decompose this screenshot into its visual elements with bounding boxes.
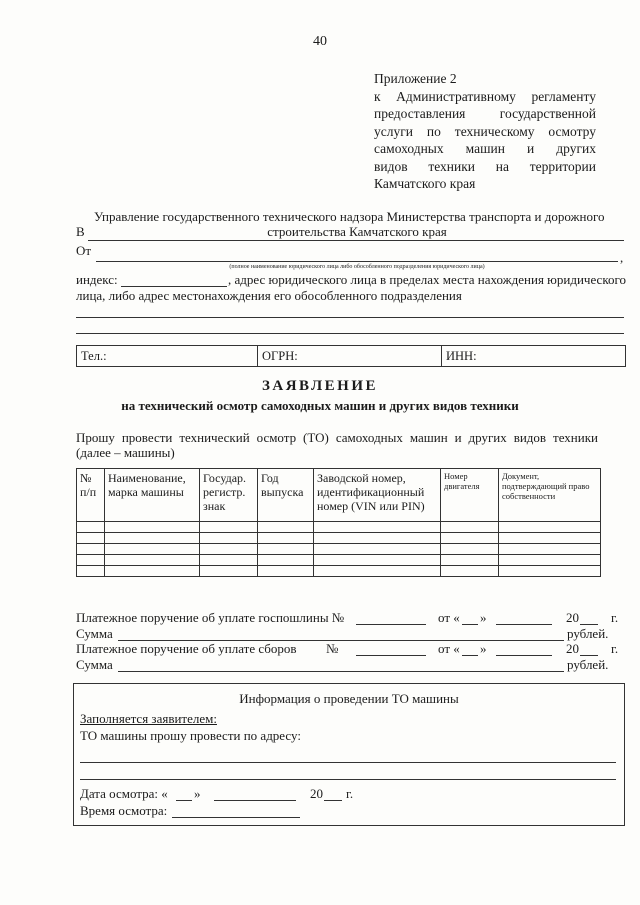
appendix-line: Камчатского края	[374, 176, 476, 191]
table-cell[interactable]	[499, 566, 601, 577]
col-engine: Номер двигателя	[441, 469, 499, 522]
inspection-date-label: Дата осмотра: «	[80, 786, 168, 801]
request-line2: (далее – машины)	[76, 445, 175, 460]
appendix-line: услуги по техническому осмотру	[374, 123, 596, 139]
inspection-time-label: Время осмотра:	[80, 803, 168, 818]
fees-sum-label: Сумма	[76, 657, 113, 672]
ogrn-label: ОГРН:	[262, 349, 298, 363]
ogrn-box[interactable]	[258, 346, 442, 366]
phone-label: Тел.:	[81, 349, 107, 363]
address-field-line[interactable]	[76, 317, 624, 318]
table-cell[interactable]	[258, 544, 314, 555]
table-cell[interactable]	[105, 566, 200, 577]
page-number: 40	[313, 34, 327, 49]
from-comma: ,	[620, 250, 624, 265]
address-field-line[interactable]	[76, 333, 624, 334]
table-cell[interactable]	[499, 533, 601, 544]
fees-day-field[interactable]	[462, 655, 478, 656]
table-row	[77, 522, 601, 533]
table-row	[77, 555, 601, 566]
duty-year-prefix: 20	[566, 610, 579, 625]
inspection-info-title: Информация о проведении ТО машины	[239, 691, 459, 706]
table-cell[interactable]	[258, 566, 314, 577]
duty-day-field[interactable]	[462, 624, 478, 625]
appendix-line: самоходных машин и других	[374, 141, 596, 156]
table-cell[interactable]	[314, 533, 441, 544]
inspection-address-line[interactable]	[80, 762, 616, 763]
fees-number-sign: №	[326, 641, 339, 656]
from-prefix: От	[76, 243, 92, 258]
appendix-line: к Административному регламенту	[374, 88, 596, 104]
table-cell[interactable]	[314, 522, 441, 533]
table-cell[interactable]	[258, 555, 314, 566]
inspection-date-quote-close: »	[194, 786, 201, 801]
duty-year-suffix: г.	[611, 610, 619, 625]
table-cell[interactable]	[77, 533, 105, 544]
table-cell[interactable]	[200, 555, 258, 566]
inn-label: ИНН:	[446, 349, 477, 363]
table-row	[77, 566, 601, 577]
table-cell[interactable]	[441, 533, 499, 544]
from-hint: (полное наименование юридического лица либо обособленного подразделения юридического лица)	[229, 264, 485, 270]
addressee-org-line2: строительства Камчатского края	[267, 224, 447, 239]
address-text: , адрес юридического лица в пределах места нахождения юридического	[228, 272, 626, 287]
table-cell[interactable]	[441, 544, 499, 555]
table-cell[interactable]	[105, 522, 200, 533]
table-cell[interactable]	[105, 544, 200, 555]
col-year: Год выпуска	[258, 469, 314, 522]
appendix-line: предоставления государственной	[374, 106, 596, 121]
fees-year-field[interactable]	[580, 655, 598, 656]
table-cell[interactable]	[258, 533, 314, 544]
fees-year-suffix: г.	[611, 641, 619, 656]
table-cell[interactable]	[200, 522, 258, 533]
phone-box[interactable]	[77, 346, 258, 366]
duty-sum-label: Сумма	[76, 626, 113, 641]
inspection-time-field[interactable]	[172, 817, 300, 818]
appendix-line: Приложение 2	[374, 71, 457, 86]
address-text-2: лица, либо адрес местонахождения его обособленного подразделения	[76, 288, 462, 303]
addressee-underline	[88, 240, 624, 241]
table-cell[interactable]	[314, 555, 441, 566]
table-cell[interactable]	[258, 522, 314, 533]
fees-number-field[interactable]	[356, 655, 426, 656]
request-line1: Прошу провести технический осмотр (ТО) самоходных машин и других видов техники	[76, 430, 598, 445]
inspection-month-field[interactable]	[214, 800, 296, 801]
fees-year-prefix: 20	[566, 641, 579, 656]
fees-label: Платежное поручение об уплате сборов	[76, 641, 297, 656]
table-cell[interactable]	[441, 522, 499, 533]
table-cell[interactable]	[441, 555, 499, 566]
contact-boxes	[76, 345, 626, 367]
index-label: индекс:	[76, 272, 118, 287]
table-cell[interactable]	[77, 555, 105, 566]
table-cell[interactable]	[77, 522, 105, 533]
addressee-prefix: В	[76, 224, 85, 239]
col-serial: Заводской номер, идентификационный номер (VIN или PIN)	[314, 469, 441, 522]
addressee-org-line1: Управление государственного технического надзора Министерства транспорта и дорожного	[94, 209, 605, 224]
filled-by-label: Заполняется заявителем:	[80, 711, 217, 726]
table-cell[interactable]	[200, 533, 258, 544]
col-name: Наименование, марка машины	[105, 469, 200, 522]
table-header-row	[77, 469, 601, 522]
from-field[interactable]	[96, 261, 618, 262]
duty-number-field[interactable]	[356, 624, 426, 625]
col-number: № п/п	[77, 469, 105, 522]
appendix-line: видов техники на территории	[374, 158, 596, 174]
duty-from-label: от «	[438, 610, 460, 625]
inspection-year-field[interactable]	[324, 800, 342, 801]
duty-year-field[interactable]	[580, 624, 598, 625]
duty-rubles: рублей.	[567, 626, 609, 641]
inspection-year-suffix: г.	[346, 786, 354, 801]
duty-month-field[interactable]	[496, 624, 552, 625]
inn-box[interactable]	[442, 346, 625, 366]
fees-quote-close: »	[480, 641, 487, 656]
table-cell[interactable]	[200, 566, 258, 577]
table-cell[interactable]	[314, 544, 441, 555]
table-cell[interactable]	[105, 533, 200, 544]
table-cell[interactable]	[105, 555, 200, 566]
table-cell[interactable]	[200, 544, 258, 555]
table-cell[interactable]	[499, 544, 601, 555]
table-cell[interactable]	[77, 544, 105, 555]
fees-rubles: рублей.	[567, 657, 609, 672]
table-cell[interactable]	[314, 566, 441, 577]
machines-table	[76, 468, 601, 577]
index-field[interactable]	[121, 286, 227, 287]
duty-label: Платежное поручение об уплате госпошлины №	[76, 610, 345, 625]
fees-month-field[interactable]	[496, 655, 552, 656]
table-cell[interactable]	[499, 522, 601, 533]
table-row	[77, 533, 601, 544]
document-subtitle: на технический осмотр самоходных машин и других видов техники	[121, 398, 519, 413]
inspection-day-field[interactable]	[176, 800, 192, 801]
inspection-address-line[interactable]	[80, 779, 616, 780]
col-reg-sign: Государ. регистр. знак	[200, 469, 258, 522]
document-title: ЗАЯВЛЕНИЕ	[261, 378, 379, 394]
duty-quote-close: »	[480, 610, 487, 625]
inspection-year-prefix: 20	[310, 786, 323, 801]
table-cell[interactable]	[441, 566, 499, 577]
col-ownership-doc: Документ, подтверждающий право собственности	[499, 469, 601, 522]
table-row	[77, 544, 601, 555]
fees-sum-field[interactable]	[118, 671, 564, 672]
fees-from-label: от «	[438, 641, 460, 656]
table-cell[interactable]	[77, 566, 105, 577]
table-cell[interactable]	[499, 555, 601, 566]
appendix-header	[374, 70, 596, 193]
address-request-label: ТО машины прошу провести по адресу:	[80, 728, 301, 743]
